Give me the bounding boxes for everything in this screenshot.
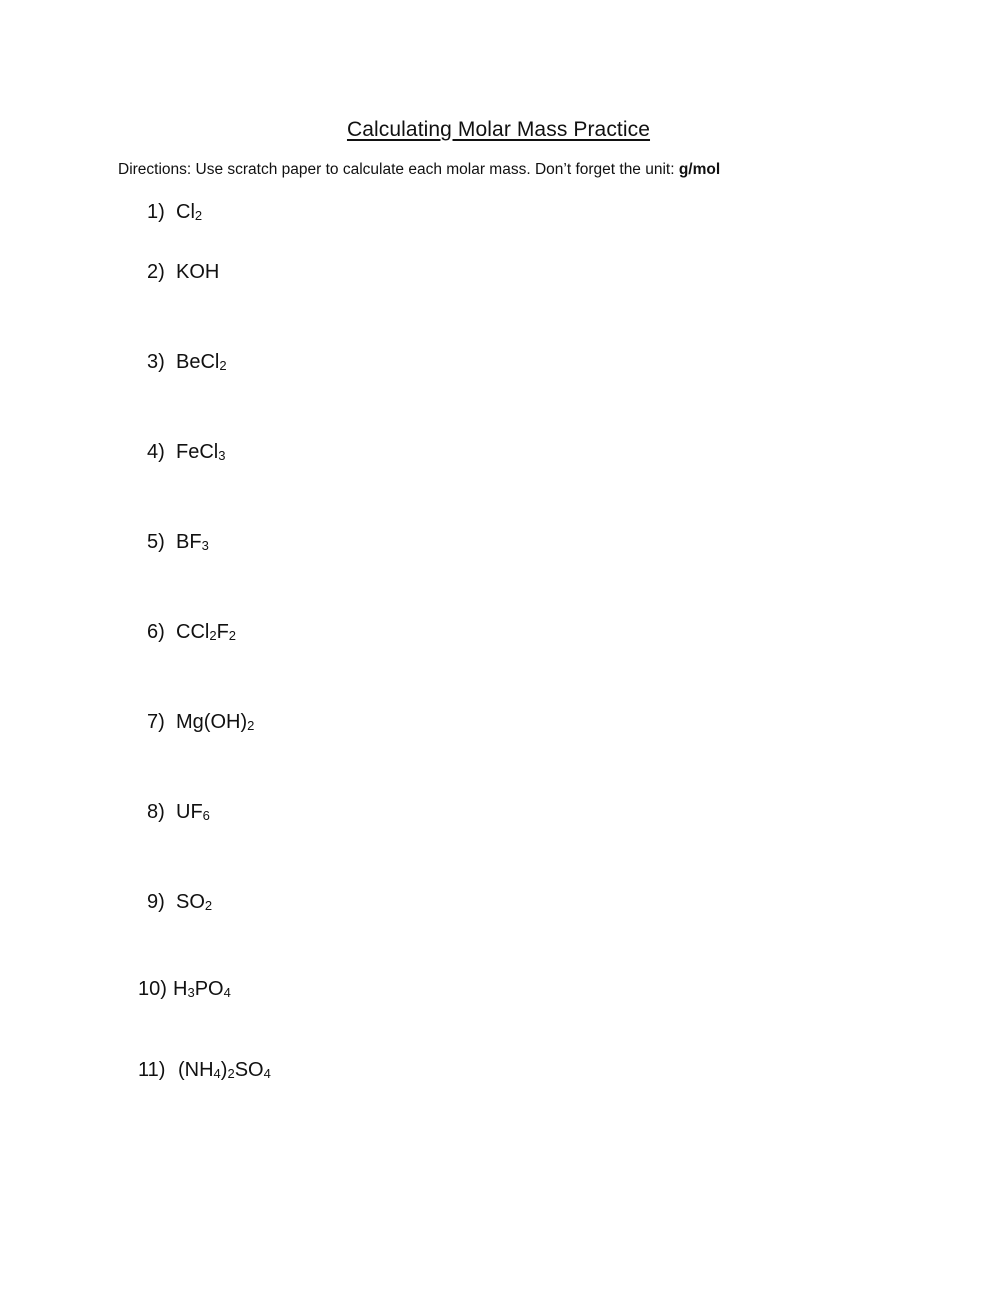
formula-text: F xyxy=(216,621,229,643)
problem-formula xyxy=(176,890,212,914)
problem-number: 11) xyxy=(138,1059,166,1081)
problem-item-7 xyxy=(147,710,254,734)
problem-formula xyxy=(176,620,236,644)
problem-number: 1) xyxy=(147,201,165,223)
formula-subscript: 3 xyxy=(218,448,226,463)
problem-formula xyxy=(176,530,209,554)
formula-text: ) xyxy=(220,1059,228,1081)
problem-number: 9) xyxy=(147,891,165,913)
formula-subscript: 2 xyxy=(209,628,217,643)
problem-number: 4) xyxy=(147,441,165,463)
page-title: Calculating Molar Mass Practice xyxy=(346,118,651,141)
formula-text: Cl xyxy=(176,201,195,223)
formula-subscript: 2 xyxy=(227,1066,235,1081)
formula-subscript: 3 xyxy=(187,985,195,1000)
problem-item-10 xyxy=(138,977,231,1001)
formula-text: UF xyxy=(176,801,203,823)
problem-number: 3) xyxy=(147,351,165,373)
formula-text: SO xyxy=(234,1059,264,1081)
problem-formula xyxy=(176,260,219,284)
problem-number: 8) xyxy=(147,801,165,823)
formula-subscript: 4 xyxy=(213,1066,221,1081)
problem-number: 2) xyxy=(147,261,165,283)
formula-subscript: 4 xyxy=(263,1066,271,1081)
formula-subscript: 3 xyxy=(201,538,209,553)
formula-subscript: 4 xyxy=(223,985,231,1000)
formula-text: BF xyxy=(176,531,202,553)
formula-text: KOH xyxy=(176,261,220,283)
problem-item-2 xyxy=(147,260,219,284)
formula-subscript: 2 xyxy=(228,628,237,643)
problem-formula xyxy=(176,350,227,374)
directions-text: Directions: Use scratch paper to calculate each molar mass. Don’t forget the unit: xyxy=(118,161,679,178)
formula-subscript: 6 xyxy=(202,808,210,823)
problem-item-1 xyxy=(147,200,202,224)
formula-text: PO xyxy=(194,978,224,1000)
formula-text: FeCl xyxy=(176,441,219,463)
problem-number: 7) xyxy=(147,711,165,733)
problem-item-3 xyxy=(147,350,227,374)
formula-subscript: 2 xyxy=(247,718,255,733)
formula-subscript: 2 xyxy=(194,208,203,223)
problem-item-4 xyxy=(147,440,225,464)
formula-text: H xyxy=(173,978,188,1000)
formula-subscript: 2 xyxy=(219,358,227,373)
formula-text: SO xyxy=(176,891,205,913)
formula-text: BeCl xyxy=(176,351,220,373)
formula-subscript: 2 xyxy=(204,898,213,913)
problem-number: 10) xyxy=(138,978,167,1000)
problem-formula xyxy=(176,800,210,824)
problem-formula xyxy=(176,440,225,464)
problem-number: 6) xyxy=(147,621,165,643)
directions-unit: g/mol xyxy=(678,161,721,178)
formula-text: Mg(OH) xyxy=(176,711,248,733)
problem-formula xyxy=(176,710,254,734)
problem-item-8 xyxy=(147,800,210,824)
problem-formula xyxy=(173,977,231,1001)
problem-formula xyxy=(176,200,202,224)
formula-text: CCl xyxy=(176,621,210,643)
problem-item-5 xyxy=(147,530,209,554)
problem-formula xyxy=(178,1058,271,1082)
problem-item-9 xyxy=(147,890,212,914)
problem-item-6 xyxy=(147,620,236,644)
directions xyxy=(118,161,720,179)
problem-number: 5) xyxy=(147,531,165,553)
problem-item-11 xyxy=(138,1058,271,1082)
formula-text: (NH xyxy=(178,1059,214,1081)
